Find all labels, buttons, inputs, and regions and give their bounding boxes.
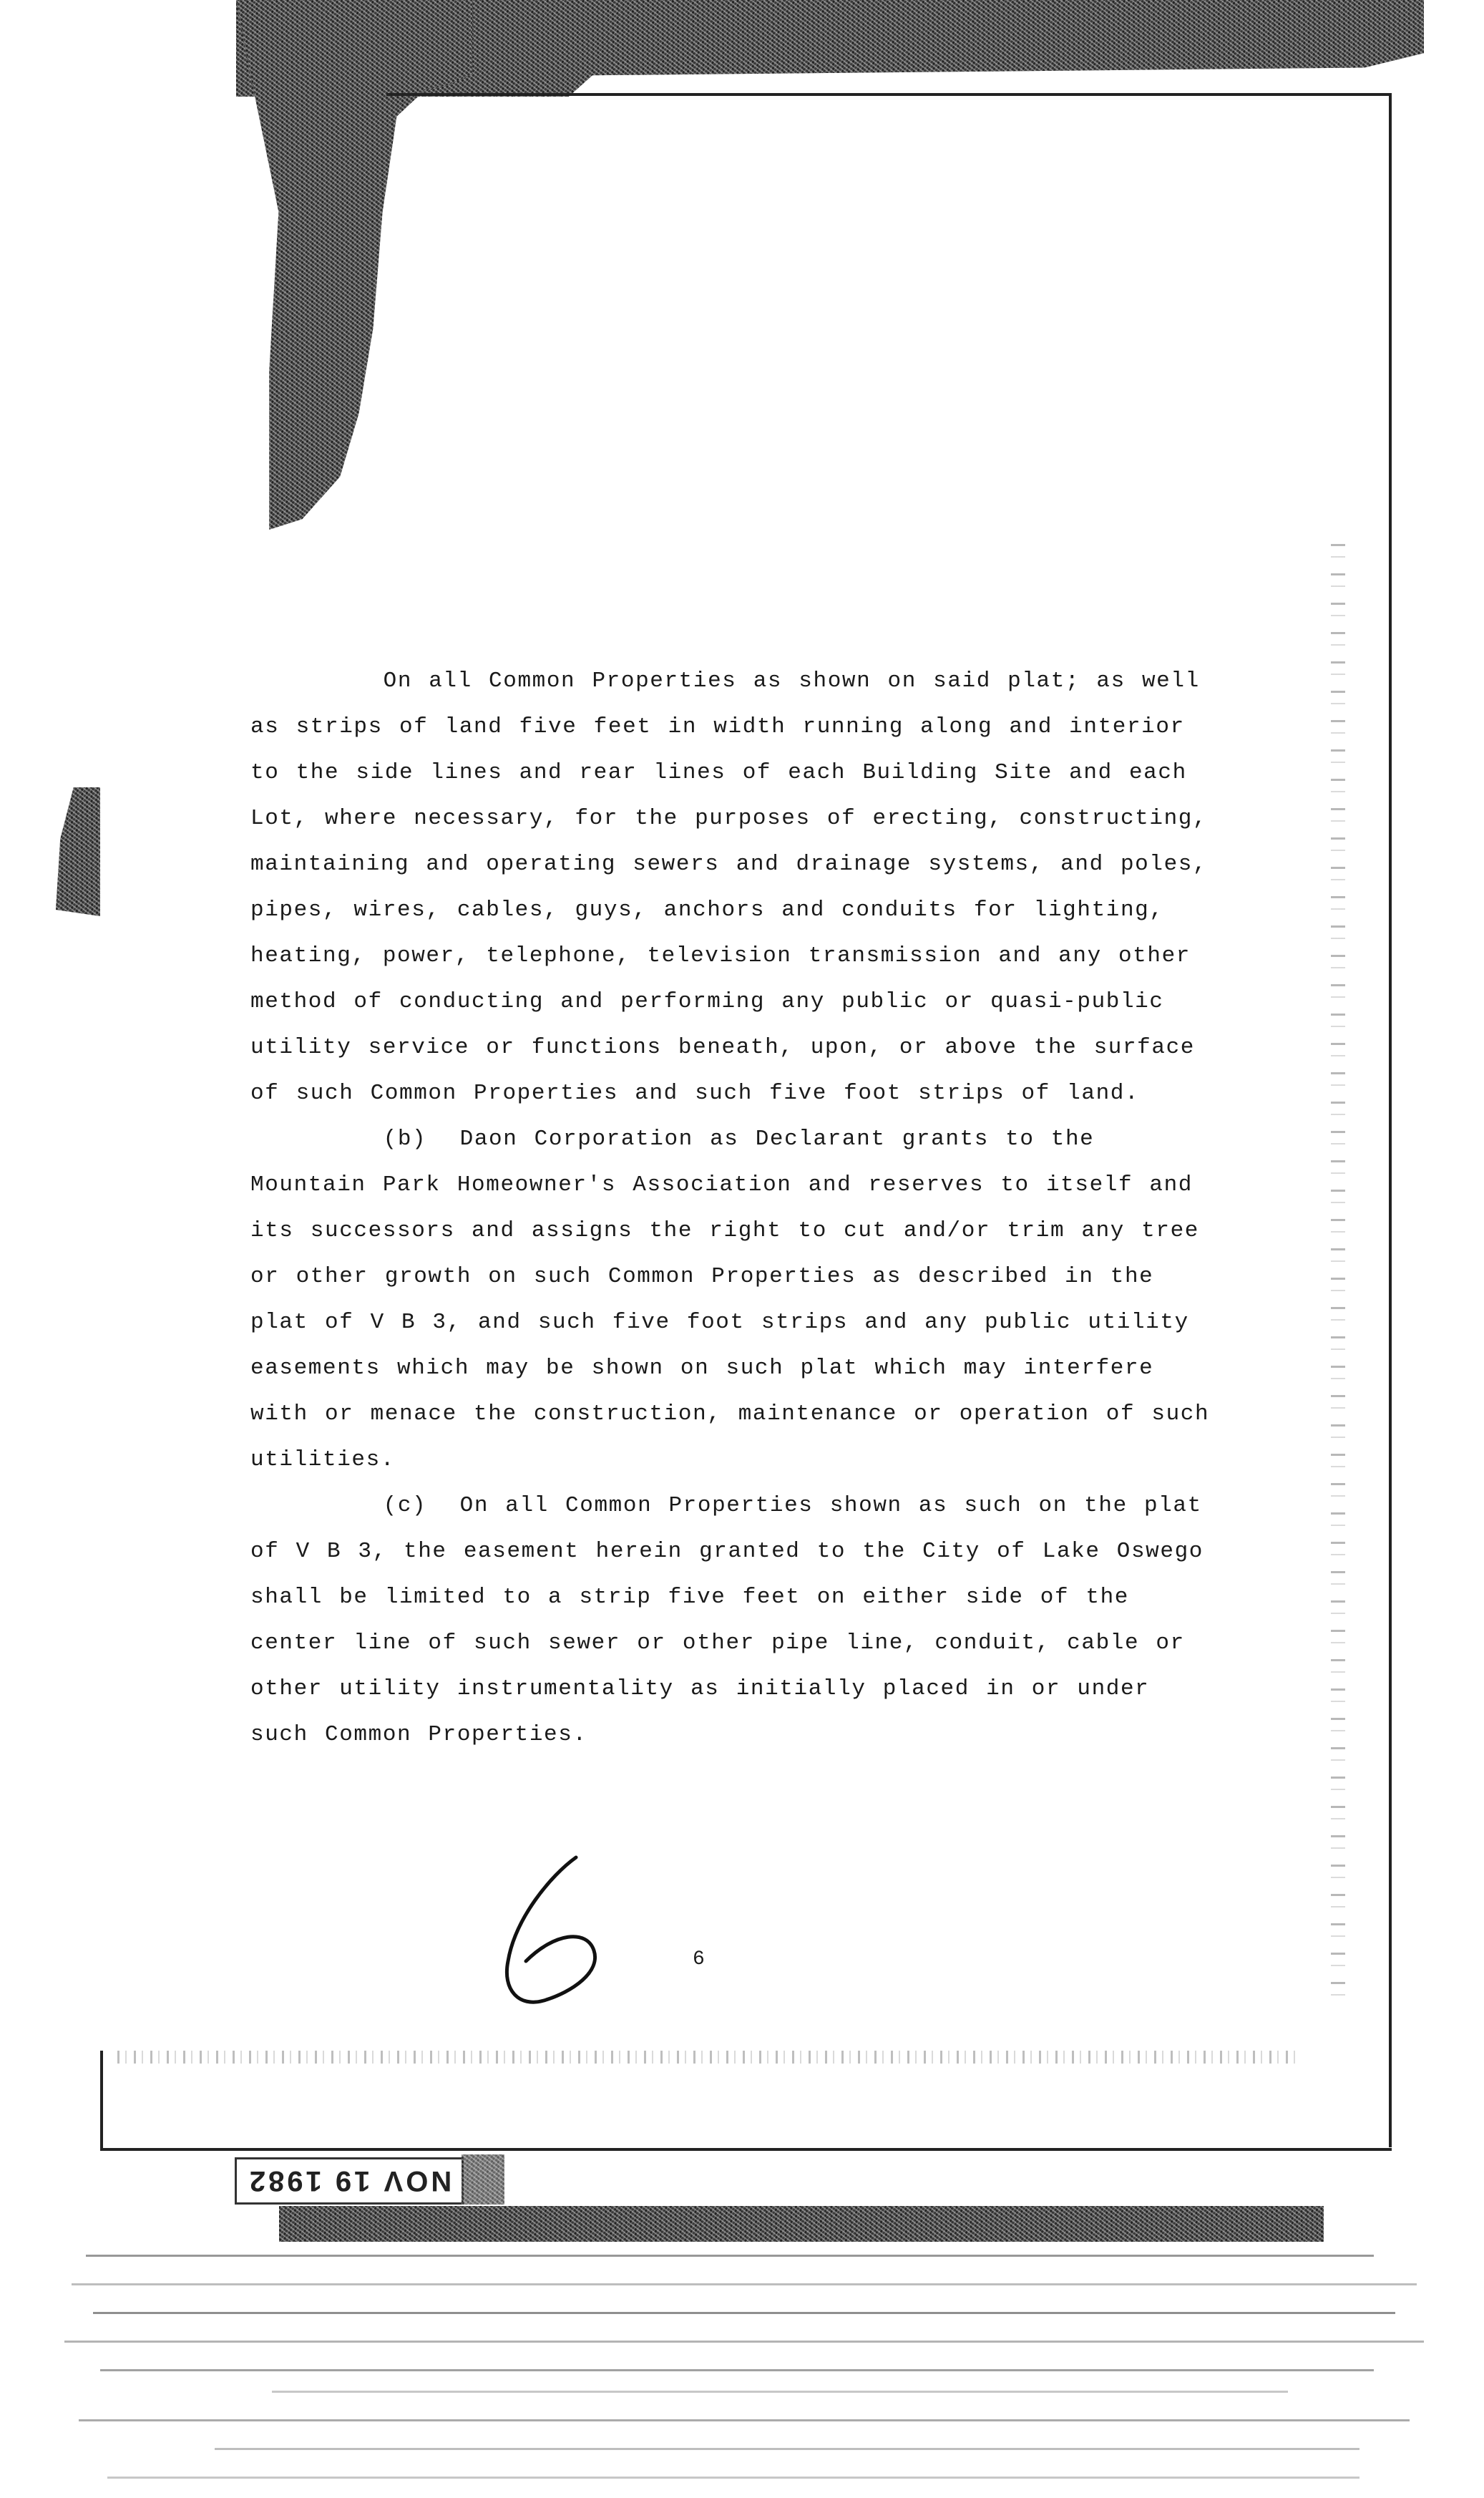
paragraph-easements bbox=[250, 658, 1252, 1117]
text-line: of V B 3, the easement herein granted to the City of Lake Oswego bbox=[250, 1539, 1204, 1564]
text-line: heating, power, telephone, television transmission and any other bbox=[250, 943, 1191, 968]
scan-artifact-left-mark bbox=[56, 787, 100, 916]
text-line: utility service or functions beneath, upon, or above the surface bbox=[250, 1035, 1195, 1060]
text-line: On all Common Properties as shown on said plat; as well bbox=[250, 669, 1200, 694]
text-line: plat of V B 3, and such five foot strips and any public utility bbox=[250, 1310, 1189, 1335]
text-line: of such Common Properties and such five foot strips of land. bbox=[250, 1081, 1140, 1106]
text-line: or other growth on such Common Properties as described in the bbox=[250, 1264, 1154, 1289]
text-line: center line of such sewer or other pipe line, conduit, cable or bbox=[250, 1630, 1185, 1656]
date-stamp: NOV 19 1982 bbox=[235, 2157, 464, 2205]
text-line: its successors and assigns the right to cut and/or trim any tree bbox=[250, 1218, 1199, 1243]
text-line: shall be limited to a strip five feet on either side of the bbox=[250, 1585, 1129, 1610]
paragraph-c bbox=[250, 1483, 1252, 1758]
text-line: easements which may be shown on such plat which may interfere bbox=[250, 1356, 1154, 1381]
text-line: other utility instrumentality as initially placed in or under bbox=[250, 1676, 1150, 1701]
page-frame-bottom bbox=[100, 2051, 1392, 2151]
handwritten-page-number bbox=[494, 1847, 615, 2011]
text-line: to the side lines and rear lines of each Building Site and each bbox=[250, 760, 1187, 785]
page-number: 6 bbox=[693, 1948, 705, 1970]
scan-artifact-bottom-band bbox=[279, 2206, 1324, 2242]
scan-speckle bbox=[117, 2051, 1298, 2064]
text-line: pipes, wires, cables, guys, anchors and conduits for lighting, bbox=[250, 898, 1164, 923]
paragraph-b bbox=[250, 1117, 1252, 1483]
text-line: such Common Properties. bbox=[250, 1722, 587, 1747]
text-line: (c) On all Common Properties shown as such on the plat bbox=[250, 1493, 1202, 1518]
text-line: (b) Daon Corporation as Declarant grants to the bbox=[250, 1127, 1095, 1152]
text-line: maintaining and operating sewers and drainage systems, and poles, bbox=[250, 852, 1208, 877]
text-line: utilities. bbox=[250, 1447, 396, 1472]
text-line: method of conducting and performing any public or quasi-public bbox=[250, 989, 1164, 1014]
text-line: as strips of land five feet in width running along and interior bbox=[250, 714, 1185, 739]
text-line: with or menace the construction, maintenance or operation of such bbox=[250, 1401, 1210, 1427]
scan-artifact-stamp-block bbox=[462, 2154, 504, 2205]
document-body bbox=[250, 658, 1252, 1758]
scan-artifact-right-edge bbox=[1331, 544, 1345, 2011]
text-line: Mountain Park Homeowner's Association and reserves to itself and bbox=[250, 1172, 1193, 1197]
text-line: Lot, where necessary, for the purposes of erecting, constructing, bbox=[250, 806, 1208, 831]
